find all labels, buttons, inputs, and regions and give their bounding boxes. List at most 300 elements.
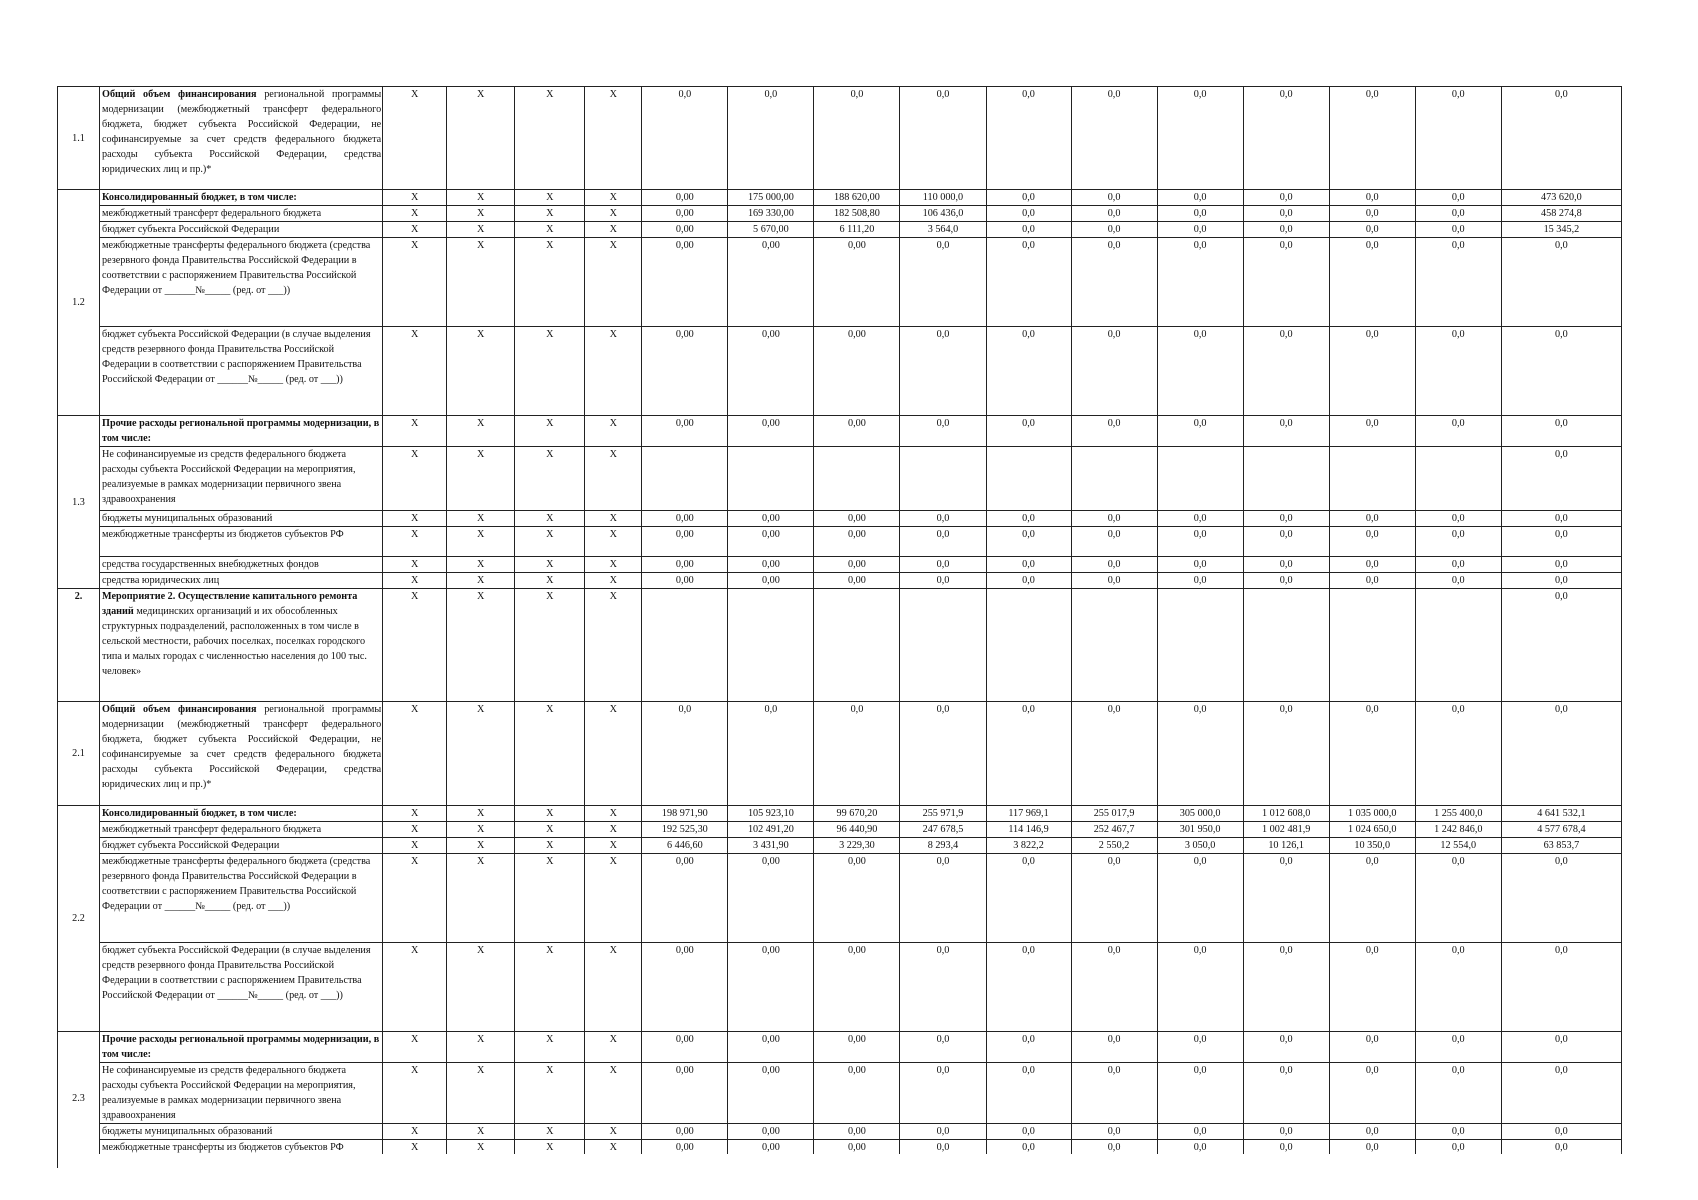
x-marker-cell: X — [447, 87, 515, 190]
value-cell — [728, 447, 814, 511]
value-cell: 0,00 — [642, 222, 728, 238]
value-cell: 0,00 — [728, 1063, 814, 1124]
description-text: медицинских организаций и их обособленных структурных подразделений, расположенных в том числе в сельской местности, рабочих поселках, поселках городского типа и малых городах с численностью населения до 100 тыс. человек» — [102, 606, 367, 677]
value-cell: 0,0 — [728, 702, 814, 806]
description-text: средства юридических лиц — [102, 575, 220, 586]
value-cell: 0,0 — [986, 702, 1071, 806]
value-cell: 0,0 — [1071, 527, 1157, 557]
value-cell: 0,00 — [642, 943, 728, 1032]
value-cell: 3 050,0 — [1157, 838, 1243, 854]
row-description — [100, 943, 383, 1032]
x-marker-cell: X — [585, 1124, 642, 1140]
value-cell: 0,0 — [900, 854, 986, 943]
value-cell: 0,0 — [1415, 943, 1501, 1032]
value-cell — [986, 447, 1071, 511]
table-row — [58, 447, 1622, 511]
x-marker-cell: X — [383, 806, 447, 822]
value-cell: 0,00 — [814, 238, 900, 327]
x-marker-cell: X — [515, 838, 585, 854]
finance-table-sheet — [57, 86, 1622, 1154]
x-marker-cell: X — [515, 1140, 585, 1155]
x-marker-cell: X — [585, 943, 642, 1032]
x-marker-cell: X — [515, 589, 585, 702]
value-cell: 0,0 — [900, 238, 986, 327]
value-cell — [814, 589, 900, 702]
table-row — [58, 838, 1622, 854]
x-marker-cell: X — [515, 206, 585, 222]
value-cell: 2 550,2 — [1071, 838, 1157, 854]
value-cell: 0,0 — [1415, 87, 1501, 190]
value-cell: 0,0 — [900, 1032, 986, 1063]
value-cell: 0,0 — [900, 573, 986, 589]
value-cell: 0,00 — [642, 1063, 728, 1124]
value-cell: 0,0 — [1243, 573, 1329, 589]
x-marker-cell: X — [515, 222, 585, 238]
total-cell: 0,0 — [1501, 416, 1621, 447]
value-cell: 10 350,0 — [1329, 838, 1415, 854]
value-cell: 1 242 846,0 — [1415, 822, 1501, 838]
x-marker-cell: X — [383, 1032, 447, 1063]
value-cell: 0,0 — [1415, 702, 1501, 806]
row-description — [100, 573, 383, 589]
value-cell: 0,0 — [1157, 511, 1243, 527]
x-marker-cell: X — [585, 557, 642, 573]
value-cell: 0,0 — [900, 416, 986, 447]
value-cell: 0,0 — [1329, 87, 1415, 190]
row-description — [100, 1124, 383, 1140]
value-cell: 0,0 — [1157, 222, 1243, 238]
x-marker-cell: X — [383, 573, 447, 589]
description-text: региональной программы модернизации (межбюджетный трансферт федерального бюджета, бюджет субъекта Российской Федерации, не софинансируемые за счет средств федерального бюджета расходы субъекта Российской Федерации, средства юридических лиц и пр.)* — [102, 89, 382, 175]
value-cell — [900, 447, 986, 511]
total-cell: 4 577 678,4 — [1501, 822, 1621, 838]
value-cell — [642, 447, 728, 511]
value-cell: 0,0 — [1415, 527, 1501, 557]
value-cell: 0,0 — [1329, 327, 1415, 416]
value-cell: 0,00 — [728, 416, 814, 447]
x-marker-cell: X — [585, 87, 642, 190]
value-cell: 0,0 — [1243, 327, 1329, 416]
description-bold: Прочие расходы региональной программы модернизации, в том числе: — [102, 418, 380, 444]
x-marker-cell: X — [383, 327, 447, 416]
value-cell: 0,0 — [642, 702, 728, 806]
x-marker-cell: X — [585, 702, 642, 806]
value-cell: 0,0 — [1415, 1032, 1501, 1063]
value-cell: 0,0 — [1071, 511, 1157, 527]
row-description — [100, 838, 383, 854]
value-cell: 99 670,20 — [814, 806, 900, 822]
total-cell: 0,0 — [1501, 1140, 1621, 1155]
value-cell: 105 923,10 — [728, 806, 814, 822]
x-marker-cell: X — [383, 416, 447, 447]
x-marker-cell: X — [585, 238, 642, 327]
x-marker-cell: X — [383, 1140, 447, 1155]
table-row — [58, 222, 1622, 238]
value-cell: 0,0 — [1071, 943, 1157, 1032]
x-marker-cell: X — [515, 943, 585, 1032]
value-cell: 0,0 — [986, 511, 1071, 527]
description-text: бюджет субъекта Российской Федерации (в случае выделения средств резервного фонда Правительства Российской Федерации в соответствии с распоряжением Правительства Российской Федерации от ______№_____ (ред. от ___)) — [102, 329, 371, 385]
value-cell: 0,0 — [1329, 190, 1415, 206]
value-cell: 0,0 — [1415, 206, 1501, 222]
value-cell: 0,0 — [1329, 702, 1415, 806]
value-cell: 255 017,9 — [1071, 806, 1157, 822]
x-marker-cell: X — [515, 1032, 585, 1063]
value-cell: 0,0 — [1329, 943, 1415, 1032]
x-marker-cell: X — [447, 943, 515, 1032]
row-description — [100, 190, 383, 206]
x-marker-cell: X — [383, 511, 447, 527]
total-cell: 458 274,8 — [1501, 206, 1621, 222]
value-cell: 0,0 — [1071, 416, 1157, 447]
value-cell: 1 002 481,9 — [1243, 822, 1329, 838]
total-cell: 0,0 — [1501, 1032, 1621, 1063]
x-marker-cell: X — [515, 702, 585, 806]
total-cell: 0,0 — [1501, 702, 1621, 806]
row-description — [100, 222, 383, 238]
value-cell: 0,0 — [1157, 87, 1243, 190]
description-text: региональной программы модернизации (межбюджетный трансферт федерального бюджета, бюджет субъекта Российской Федерации, не софинансируемые за счет средств федерального бюджета расходы субъекта Российской Федерации, средства юридических лиц и пр.)* — [102, 704, 382, 790]
value-cell: 0,0 — [986, 527, 1071, 557]
row-description — [100, 557, 383, 573]
value-cell: 0,00 — [728, 1140, 814, 1155]
value-cell: 0,0 — [1243, 87, 1329, 190]
x-marker-cell: X — [515, 822, 585, 838]
value-cell: 106 436,0 — [900, 206, 986, 222]
description-bold: Консолидированный бюджет, в том числе: — [102, 192, 297, 203]
value-cell: 0,0 — [1415, 327, 1501, 416]
row-description — [100, 589, 383, 702]
row-description — [100, 206, 383, 222]
value-cell — [900, 589, 986, 702]
value-cell: 0,0 — [1157, 573, 1243, 589]
table-row — [58, 1140, 1622, 1155]
x-marker-cell: X — [447, 327, 515, 416]
value-cell: 0,00 — [642, 1124, 728, 1140]
value-cell: 0,0 — [1329, 573, 1415, 589]
value-cell: 0,0 — [1243, 238, 1329, 327]
x-marker-cell: X — [447, 206, 515, 222]
description-text: межбюджетные трансферты федерального бюджета (средства резервного фонда Правительства Российской Федерации в соответствии с распоряжением Правительства Российской Федерации от ______№_____ (ред. от ___)) — [102, 856, 371, 912]
value-cell: 0,00 — [728, 557, 814, 573]
value-cell: 0,0 — [900, 702, 986, 806]
x-marker-cell: X — [515, 190, 585, 206]
x-marker-cell: X — [515, 1124, 585, 1140]
value-cell — [814, 447, 900, 511]
value-cell: 3 564,0 — [900, 222, 986, 238]
x-marker-cell: X — [447, 511, 515, 527]
table-row — [58, 589, 1622, 702]
description-bold: Мероприятие 2. Осуществление капитального ремонта зданий — [102, 591, 358, 617]
x-marker-cell: X — [515, 527, 585, 557]
value-cell: 0,0 — [1329, 854, 1415, 943]
value-cell: 0,0 — [1243, 1032, 1329, 1063]
row-description — [100, 822, 383, 838]
table-body — [58, 87, 1622, 1155]
value-cell: 0,00 — [642, 206, 728, 222]
x-marker-cell: X — [585, 527, 642, 557]
description-bold: Консолидированный бюджет, в том числе: — [102, 808, 297, 819]
x-marker-cell: X — [515, 238, 585, 327]
value-cell: 114 146,9 — [986, 822, 1071, 838]
value-cell: 0,0 — [1071, 1140, 1157, 1155]
x-marker-cell: X — [383, 87, 447, 190]
value-cell: 0,0 — [986, 557, 1071, 573]
row-description — [100, 527, 383, 557]
row-description — [100, 702, 383, 806]
x-marker-cell: X — [515, 416, 585, 447]
x-marker-cell: X — [515, 1063, 585, 1124]
table-row — [58, 806, 1622, 822]
value-cell: 0,0 — [900, 1140, 986, 1155]
description-bold: Прочие расходы региональной программы модернизации, в том числе: — [102, 1034, 380, 1060]
x-marker-cell: X — [515, 806, 585, 822]
value-cell: 0,00 — [814, 943, 900, 1032]
x-marker-cell: X — [585, 447, 642, 511]
value-cell: 0,0 — [1157, 854, 1243, 943]
value-cell: 0,0 — [1329, 1063, 1415, 1124]
value-cell: 192 525,30 — [642, 822, 728, 838]
value-cell: 0,0 — [1329, 416, 1415, 447]
x-marker-cell: X — [515, 557, 585, 573]
x-marker-cell: X — [383, 589, 447, 702]
table-row — [58, 573, 1622, 589]
x-marker-cell: X — [585, 838, 642, 854]
x-marker-cell: X — [585, 190, 642, 206]
x-marker-cell: X — [515, 447, 585, 511]
row-description — [100, 854, 383, 943]
value-cell: 0,0 — [1415, 854, 1501, 943]
value-cell — [1329, 447, 1415, 511]
total-cell: 0,0 — [1501, 854, 1621, 943]
x-marker-cell: X — [383, 206, 447, 222]
value-cell: 0,0 — [986, 1032, 1071, 1063]
value-cell: 0,0 — [900, 527, 986, 557]
table-continuation-line — [57, 1154, 58, 1168]
value-cell: 0,0 — [1415, 1140, 1501, 1155]
x-marker-cell: X — [447, 838, 515, 854]
x-marker-cell: X — [585, 854, 642, 943]
value-cell: 0,0 — [900, 87, 986, 190]
value-cell: 0,0 — [986, 943, 1071, 1032]
value-cell: 0,0 — [900, 1124, 986, 1140]
x-marker-cell: X — [585, 573, 642, 589]
value-cell: 0,0 — [1415, 1063, 1501, 1124]
value-cell: 0,0 — [1329, 527, 1415, 557]
x-marker-cell: X — [383, 943, 447, 1032]
value-cell: 0,00 — [814, 527, 900, 557]
value-cell: 0,0 — [1415, 190, 1501, 206]
value-cell: 0,0 — [986, 1063, 1071, 1124]
x-marker-cell: X — [447, 854, 515, 943]
x-marker-cell: X — [383, 190, 447, 206]
value-cell: 96 440,90 — [814, 822, 900, 838]
x-marker-cell: X — [383, 854, 447, 943]
value-cell: 0,0 — [900, 943, 986, 1032]
value-cell: 0,0 — [1329, 222, 1415, 238]
x-marker-cell: X — [447, 222, 515, 238]
table-row — [58, 190, 1622, 206]
table-row — [58, 527, 1622, 557]
value-cell: 0,0 — [1157, 190, 1243, 206]
description-text: средства государственных внебюджетных фондов — [102, 559, 319, 570]
x-marker-cell: X — [447, 416, 515, 447]
x-marker-cell: X — [585, 589, 642, 702]
value-cell: 0,0 — [1157, 702, 1243, 806]
x-marker-cell: X — [447, 1124, 515, 1140]
description-text: бюджет субъекта Российской Федерации — [102, 224, 280, 235]
value-cell — [1157, 589, 1243, 702]
row-code: 2. — [58, 589, 100, 702]
value-cell: 0,0 — [986, 238, 1071, 327]
x-marker-cell: X — [585, 1140, 642, 1155]
value-cell: 5 670,00 — [728, 222, 814, 238]
value-cell: 3 229,30 — [814, 838, 900, 854]
total-cell: 63 853,7 — [1501, 838, 1621, 854]
value-cell: 0,0 — [986, 854, 1071, 943]
row-description — [100, 1063, 383, 1124]
value-cell: 0,00 — [728, 511, 814, 527]
value-cell: 0,0 — [814, 702, 900, 806]
value-cell: 0,0 — [1157, 327, 1243, 416]
value-cell: 0,0 — [900, 511, 986, 527]
description-text: межбюджетные трансферты из бюджетов субъектов РФ — [102, 529, 344, 540]
value-cell: 0,0 — [1157, 206, 1243, 222]
row-description — [100, 1032, 383, 1063]
value-cell: 0,0 — [1415, 222, 1501, 238]
value-cell: 0,0 — [1329, 1124, 1415, 1140]
row-code: 2.3 — [58, 1032, 100, 1155]
value-cell: 175 000,00 — [728, 190, 814, 206]
value-cell: 0,00 — [728, 238, 814, 327]
row-description — [100, 511, 383, 527]
x-marker-cell: X — [383, 1124, 447, 1140]
table-row — [58, 238, 1622, 327]
table-row — [58, 1063, 1622, 1124]
value-cell: 0,0 — [1157, 1063, 1243, 1124]
value-cell — [1243, 447, 1329, 511]
row-description — [100, 238, 383, 327]
value-cell: 6 446,60 — [642, 838, 728, 854]
value-cell: 0,0 — [1157, 1032, 1243, 1063]
value-cell — [1329, 589, 1415, 702]
table-row — [58, 854, 1622, 943]
value-cell: 0,0 — [1157, 1140, 1243, 1155]
x-marker-cell: X — [447, 573, 515, 589]
value-cell: 0,0 — [900, 1063, 986, 1124]
row-description — [100, 416, 383, 447]
value-cell: 1 024 650,0 — [1329, 822, 1415, 838]
value-cell: 0,00 — [642, 327, 728, 416]
value-cell: 0,0 — [1415, 557, 1501, 573]
value-cell: 0,00 — [642, 1140, 728, 1155]
value-cell: 0,00 — [642, 511, 728, 527]
row-code: 2.2 — [58, 806, 100, 1032]
value-cell: 0,00 — [728, 1032, 814, 1063]
table-row — [58, 943, 1622, 1032]
table-row — [58, 511, 1622, 527]
value-cell: 0,00 — [814, 1140, 900, 1155]
value-cell: 0,00 — [642, 527, 728, 557]
value-cell: 110 000,0 — [900, 190, 986, 206]
total-cell: 0,0 — [1501, 511, 1621, 527]
total-cell: 0,0 — [1501, 1124, 1621, 1140]
value-cell: 0,0 — [1071, 222, 1157, 238]
value-cell: 0,00 — [728, 943, 814, 1032]
value-cell: 305 000,0 — [1157, 806, 1243, 822]
total-cell: 15 345,2 — [1501, 222, 1621, 238]
value-cell: 0,0 — [1157, 527, 1243, 557]
value-cell: 0,0 — [986, 1124, 1071, 1140]
row-code: 1.3 — [58, 416, 100, 589]
value-cell: 0,00 — [728, 527, 814, 557]
value-cell — [1157, 447, 1243, 511]
value-cell: 0,0 — [1071, 573, 1157, 589]
value-cell: 0,00 — [728, 327, 814, 416]
x-marker-cell: X — [383, 557, 447, 573]
value-cell: 0,0 — [1243, 527, 1329, 557]
value-cell: 0,00 — [728, 854, 814, 943]
value-cell: 198 971,90 — [642, 806, 728, 822]
row-code: 2.1 — [58, 702, 100, 806]
value-cell: 0,00 — [814, 854, 900, 943]
value-cell — [986, 589, 1071, 702]
value-cell: 0,0 — [986, 206, 1071, 222]
description-text: межбюджетный трансферт федерального бюджета — [102, 208, 322, 219]
value-cell: 0,00 — [642, 416, 728, 447]
value-cell: 0,0 — [1157, 416, 1243, 447]
total-cell: 0,0 — [1501, 557, 1621, 573]
value-cell: 182 508,80 — [814, 206, 900, 222]
value-cell: 0,00 — [814, 573, 900, 589]
value-cell: 1 012 608,0 — [1243, 806, 1329, 822]
value-cell: 0,0 — [642, 87, 728, 190]
table-row — [58, 1032, 1622, 1063]
value-cell: 0,0 — [1243, 190, 1329, 206]
value-cell: 0,00 — [814, 1063, 900, 1124]
value-cell: 102 491,20 — [728, 822, 814, 838]
value-cell: 0,0 — [1329, 1140, 1415, 1155]
value-cell: 8 293,4 — [900, 838, 986, 854]
x-marker-cell: X — [447, 447, 515, 511]
value-cell: 0,00 — [814, 511, 900, 527]
value-cell: 0,0 — [900, 557, 986, 573]
total-cell: 0,0 — [1501, 238, 1621, 327]
value-cell: 188 620,00 — [814, 190, 900, 206]
value-cell: 0,0 — [1071, 1032, 1157, 1063]
row-description — [100, 447, 383, 511]
value-cell: 0,0 — [1415, 511, 1501, 527]
table-row — [58, 416, 1622, 447]
table-row — [58, 206, 1622, 222]
description-text: бюджеты муниципальных образований — [102, 513, 273, 524]
value-cell — [642, 589, 728, 702]
row-code: 1.2 — [58, 190, 100, 416]
x-marker-cell: X — [515, 573, 585, 589]
x-marker-cell: X — [447, 557, 515, 573]
value-cell: 0,0 — [1071, 87, 1157, 190]
total-cell: 0,0 — [1501, 87, 1621, 190]
value-cell: 0,0 — [1071, 238, 1157, 327]
x-marker-cell: X — [447, 1032, 515, 1063]
description-text: бюджеты муниципальных образований — [102, 1126, 273, 1137]
value-cell: 1 255 400,0 — [1415, 806, 1501, 822]
value-cell: 0,0 — [986, 1140, 1071, 1155]
x-marker-cell: X — [447, 702, 515, 806]
table-row — [58, 327, 1622, 416]
value-cell — [1071, 589, 1157, 702]
x-marker-cell: X — [515, 511, 585, 527]
